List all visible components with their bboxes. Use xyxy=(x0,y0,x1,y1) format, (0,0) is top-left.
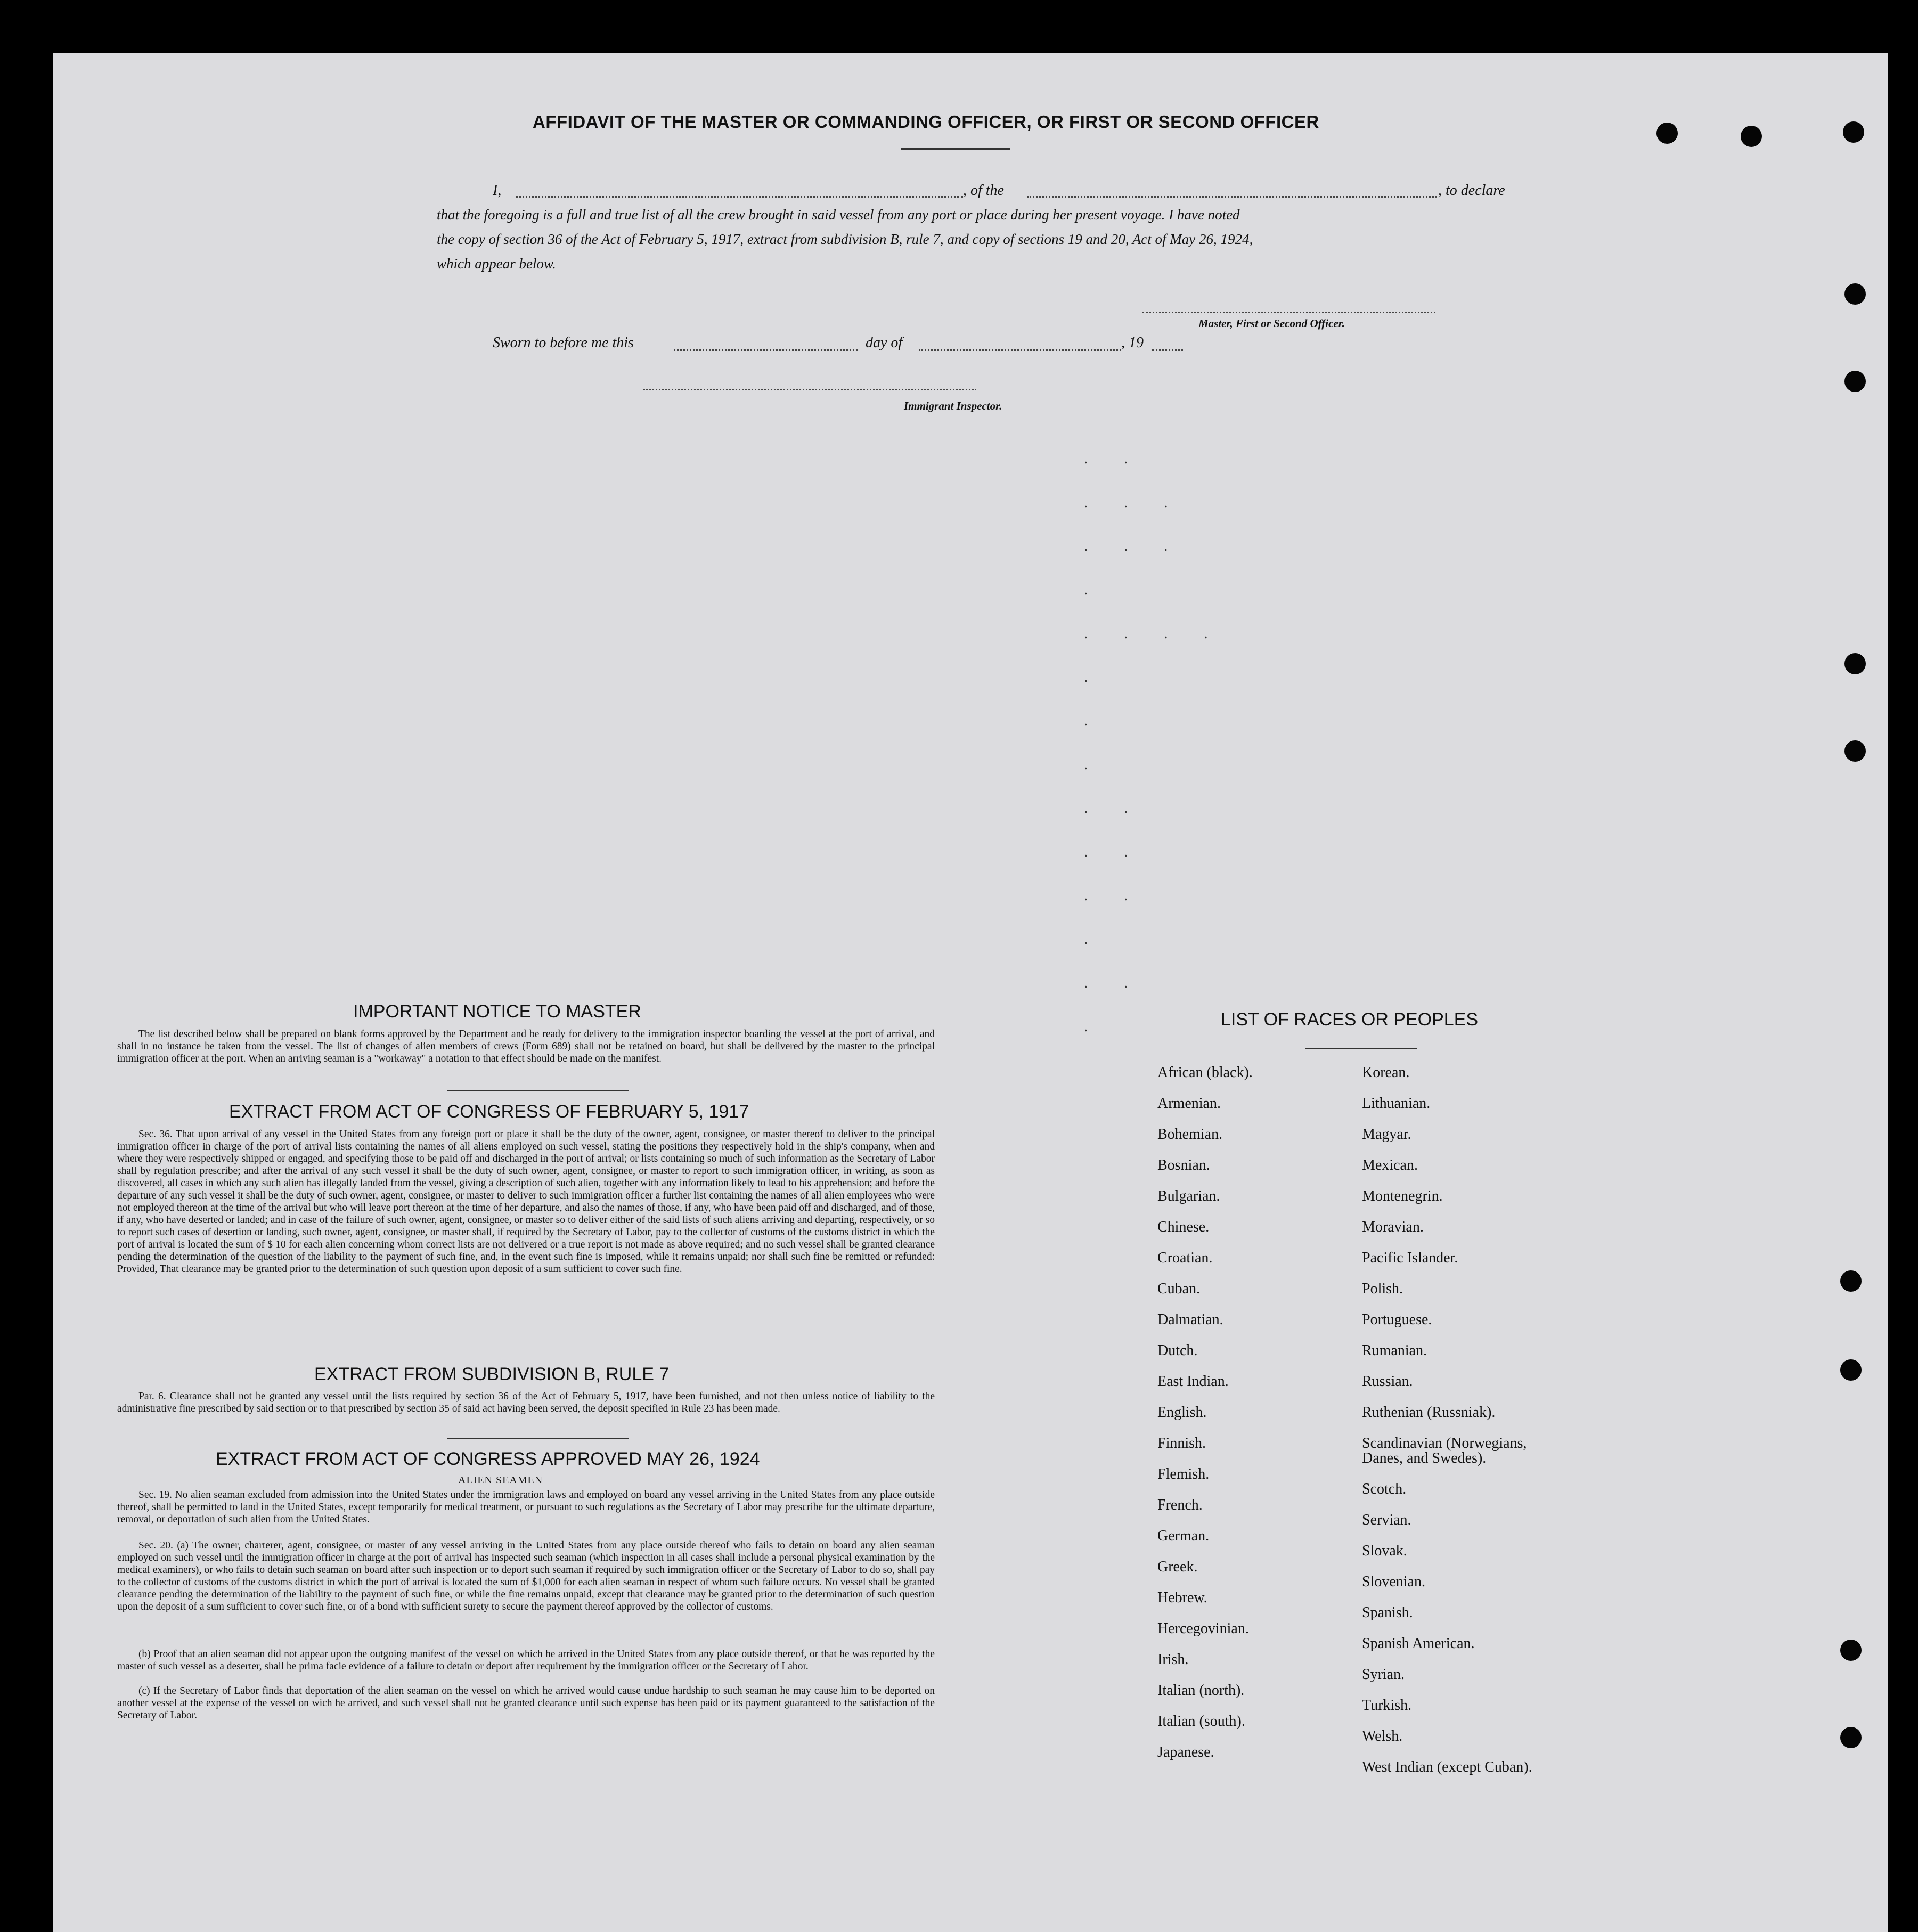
affidavit-of-the: , of the xyxy=(963,182,1004,199)
extract-1917-title: EXTRACT FROM ACT OF CONGRESS OF FEBRUARY 5, 1917 xyxy=(229,1102,749,1122)
race-item: Bulgarian. xyxy=(1157,1188,1220,1204)
race-item: Scandinavian (Norwegians, Danes, and Swedes). xyxy=(1362,1435,1527,1466)
affidavit-line3: the copy of section 36 of the Act of February 5, 1917, extract from subdivision B, rule 7, and copy of sections 19 and 20, Act of May 26, 1924, xyxy=(437,231,1253,247)
race-item: Armenian. xyxy=(1157,1095,1221,1112)
sworn-day-line xyxy=(674,349,858,351)
race-item: Moravian. xyxy=(1362,1219,1424,1235)
race-item: Italian (north). xyxy=(1157,1682,1245,1699)
punch-hole xyxy=(1656,123,1678,144)
extract-1924-subtitle: ALIEN SEAMEN xyxy=(458,1474,543,1486)
title-divider xyxy=(901,148,1010,150)
race-item: Dalmatian. xyxy=(1157,1311,1223,1328)
sec19-text: Sec. 19. No alien seaman excluded from admission into the United States under the immigration laws and employed on board any vessel arriving in the United States from any place outside thereof, shall be permitted to land in the United States, except temporarily for medical treatment, or pursuant to such regulations as the Secretary of Labor may prescribe for the ultimate departure, removal, or deportation of such alien from the United States. xyxy=(117,1489,935,1525)
race-item: Spanish. xyxy=(1362,1604,1413,1621)
race-item: Irish. xyxy=(1157,1651,1189,1668)
race-item: Flemish. xyxy=(1157,1466,1210,1482)
race-item: Italian (south). xyxy=(1157,1713,1245,1730)
dot-column: . . . . . . . . . . . . . . . . . . . . . . . . . . xyxy=(1084,450,1224,1035)
race-item: Korean. xyxy=(1362,1064,1410,1081)
punch-hole xyxy=(1844,653,1866,674)
race-item: Croatian. xyxy=(1157,1250,1213,1266)
signature-caption: Master, First or Second Officer. xyxy=(1198,317,1345,330)
notice-text: The list described below shall be prepared on blank forms approved by the Department and be ready for delivery to the immigration inspector boarding the vessel at the port of arrival, and shall in no instance be taken from the vessel. The list of changes of alien members of crews (Form 689) shall not be retained on board, but shall be delivered by the master to the principal immigration officer at the port. When an arriving seaman is a "workaway" a notation to that effect should be made on the manifest. xyxy=(117,1029,935,1064)
notice-title: IMPORTANT NOTICE TO MASTER xyxy=(353,1001,641,1022)
race-item: Russian. xyxy=(1362,1373,1413,1390)
sec20c-text: (c) If the Secretary of Labor finds that deportation of the alien seaman on the vessel on which he arrived would cause undue hardship to such seaman he may cause him to be deported on another vessel at the expense of the vessel on wich he arrived, and such vessel shall not be granted clearance until such expense has been paid or its payment guaranteed to the satisfaction of the Secretary of Labor. xyxy=(117,1685,935,1721)
extract-1917-text: Sec. 36. That upon arrival of any vessel in the United States from any foreign port or place it shall be the duty of the owner, agent, consignee, or master thereof to deliver to the principal immigration officer in charge of the port of arrival lists containing the names of all aliens employed on such vessel, stating the positions they respectively hold in the ship's company, when and where they were respectively shipped or engaged, and specifying those to be paid off and discharged in the port of arrival; or lists containing so much of such information as the Secretary of Labor shall by regulation prescribe; and after the arrival of any such vessel it shall be the duty of such owner, agent, consignee, or master to report to such immigration officer, in writing, as soon as discovered, all cases in which any such alien has illegally landed from the vessel, giving a description of such alien, together with any information likely to lead to his apprehension; and before the departure of any such vessel it shall be the duty of such owner, agent, consignee, or master to deliver to such immigration officer a further list containing the names of all alien employees who were not employed thereon at the time of the arrival but who will leave port thereon at the time of her departure, and also the names of those, if any, who have been paid off and discharged, and of those, if any, who have deserted or landed; and in case of the failure of such owner, agent, consignee, or master so to deliver either of the said lists of such aliens arriving and departing, respectively, or so to report such cases of desertion or landing, such owner, agent, consignee, or master shall, if required by the Secretary of Labor, pay to the collector of customs of the customs district in which the port of arrival is located the sum of $ 10 for each alien concerning whom correct lists are not delivered or a true report is not made as above required; and no such vessel shall be granted clearance pending the determination of the question of the liability to the payment of such fine, and, in the event such fine is imposed, while it remains unpaid; nor shall such fine be remitted or refunded: Provided, That clearance may be granted prior to the determination of such question upon deposit of a sum sufficient to cover such fine. xyxy=(117,1129,935,1275)
race-item: Servian. xyxy=(1362,1512,1411,1528)
inspector-line xyxy=(643,389,976,390)
race-item: Welsh. xyxy=(1362,1728,1403,1744)
punch-hole xyxy=(1843,121,1864,143)
affidavit-to-declare: , to declare xyxy=(1438,182,1505,199)
punch-hole xyxy=(1844,283,1866,305)
punch-hole xyxy=(1840,1640,1862,1661)
sworn-label: Sworn to before me this xyxy=(493,335,634,351)
signature-line xyxy=(1142,312,1435,313)
affidavit-title: AFFIDAVIT OF THE MASTER OR COMMANDING OFFICER, OR FIRST OR SECOND OFFICER xyxy=(533,112,1319,132)
race-item: Syrian. xyxy=(1362,1666,1405,1683)
race-item: Portuguese. xyxy=(1362,1311,1432,1328)
race-item: African (black). xyxy=(1157,1064,1253,1081)
race-item: Slovenian. xyxy=(1362,1574,1425,1590)
punch-hole xyxy=(1840,1359,1862,1381)
race-item: Hebrew. xyxy=(1157,1589,1207,1606)
inspector-caption: Immigrant Inspector. xyxy=(904,400,1002,412)
affidavit-i-label: I, xyxy=(493,182,502,199)
subdiv-b-title: EXTRACT FROM SUBDIVISION B, RULE 7 xyxy=(314,1364,670,1384)
race-item: East Indian. xyxy=(1157,1373,1229,1390)
race-item: Magyar. xyxy=(1362,1126,1411,1143)
extract-1924-title: EXTRACT FROM ACT OF CONGRESS APPROVED MAY 26, 1924 xyxy=(216,1449,760,1469)
race-item: French. xyxy=(1157,1497,1203,1513)
race-item: Scotch. xyxy=(1362,1481,1407,1497)
subdiv-b-text: Par. 6. Clearance shall not be granted any vessel until the lists required by section 36 of the Act of February 5, 1917, have been furnished, and not then unless notice of liability to the administrative fine prescribed by said section or to that prescribed by section 35 of said act having been served, the deposit specified in Rule 23 has been made. xyxy=(117,1391,935,1414)
race-item: Spanish American. xyxy=(1362,1635,1475,1652)
race-item: Finnish. xyxy=(1157,1435,1206,1452)
name-field-line xyxy=(516,196,963,198)
races-column-1 xyxy=(1157,1057,1253,1768)
race-item: Montenegrin. xyxy=(1362,1188,1443,1204)
document-sheet xyxy=(53,53,1888,1932)
race-item: Polish. xyxy=(1362,1281,1403,1297)
punch-hole xyxy=(1844,740,1866,762)
sec20a-text: Sec. 20. (a) The owner, charterer, agent, consignee, or master of any vessel arriving in the United States from any place outside thereof who fails to detain on board any alien seaman employed on such vessel until the immigration officer in charge at the port of arrival has inspected such seaman (which inspection in all cases shall include a personal physical examination by the medical examiners), or who fails to detain such seaman on board after such inspection or to deport such seaman if required by such immigration officer or the Secretary of Labor to do so, shall pay to the collector of customs of the customs district in which the port of arrival is located the sum of $1,000 for each alien seaman in respect of whom such failure occurs. No vessel shall be granted clearance pending the determination of the liability to the payment of such fine, or while the fine remains unpaid, except that clearance may be granted prior to the determination of such question upon the deposit of a sum sufficient to cover such fine, or of a bond with sufficient surety to secure the payment thereof approved by the collector of customs. xyxy=(117,1540,935,1612)
punch-hole xyxy=(1840,1727,1862,1748)
race-item: Turkish. xyxy=(1362,1697,1412,1714)
sworn-year-line xyxy=(1152,349,1183,351)
race-item: Cuban. xyxy=(1157,1281,1201,1297)
divider xyxy=(447,1438,629,1439)
race-item: Bosnian. xyxy=(1157,1157,1210,1173)
punch-hole xyxy=(1844,371,1866,392)
divider xyxy=(447,1090,629,1091)
race-item: Ruthenian (Russniak). xyxy=(1362,1404,1496,1421)
race-item: West Indian (except Cuban). xyxy=(1362,1759,1532,1775)
race-item: Chinese. xyxy=(1157,1219,1210,1235)
sec20b-text: (b) Proof that an alien seaman did not appear upon the outgoing manifest of the vessel on which he arrived in the United States from any place outside thereof, or that he was reported by the master of such vessel as a deserter, shall be prima facie evidence of a failure to detain or deport after requirement by the immigration officer or the Secretary of Labor. xyxy=(117,1649,935,1672)
race-item: Mexican. xyxy=(1362,1157,1418,1173)
races-column-2 xyxy=(1362,1057,1554,1783)
punch-hole xyxy=(1741,126,1762,147)
sworn-month-line xyxy=(919,349,1121,351)
races-title: LIST OF RACES OR PEOPLES xyxy=(1221,1009,1479,1030)
race-item: Pacific Islander. xyxy=(1362,1250,1458,1266)
race-item: English. xyxy=(1157,1404,1207,1421)
race-item: Greek. xyxy=(1157,1559,1198,1575)
race-item: Lithuanian. xyxy=(1362,1095,1431,1112)
races-divider xyxy=(1305,1048,1417,1049)
vessel-field-line xyxy=(1027,196,1437,198)
race-item: Dutch. xyxy=(1157,1342,1198,1359)
affidavit-line2: that the foregoing is a full and true list of all the crew brought in said vessel from any port or place during her present voyage. I have noted xyxy=(437,207,1240,223)
day-of-label: day of xyxy=(866,335,903,351)
affidavit-line4: which appear below. xyxy=(437,256,556,272)
race-item: Bohemian. xyxy=(1157,1126,1223,1143)
punch-hole xyxy=(1840,1270,1862,1292)
race-item: Slovak. xyxy=(1362,1543,1407,1559)
year-label: , 19 xyxy=(1121,335,1144,351)
race-item: Hercegovinian. xyxy=(1157,1620,1249,1637)
race-item: Rumanian. xyxy=(1362,1342,1427,1359)
race-item: Japanese. xyxy=(1157,1744,1214,1760)
race-item: German. xyxy=(1157,1528,1210,1544)
